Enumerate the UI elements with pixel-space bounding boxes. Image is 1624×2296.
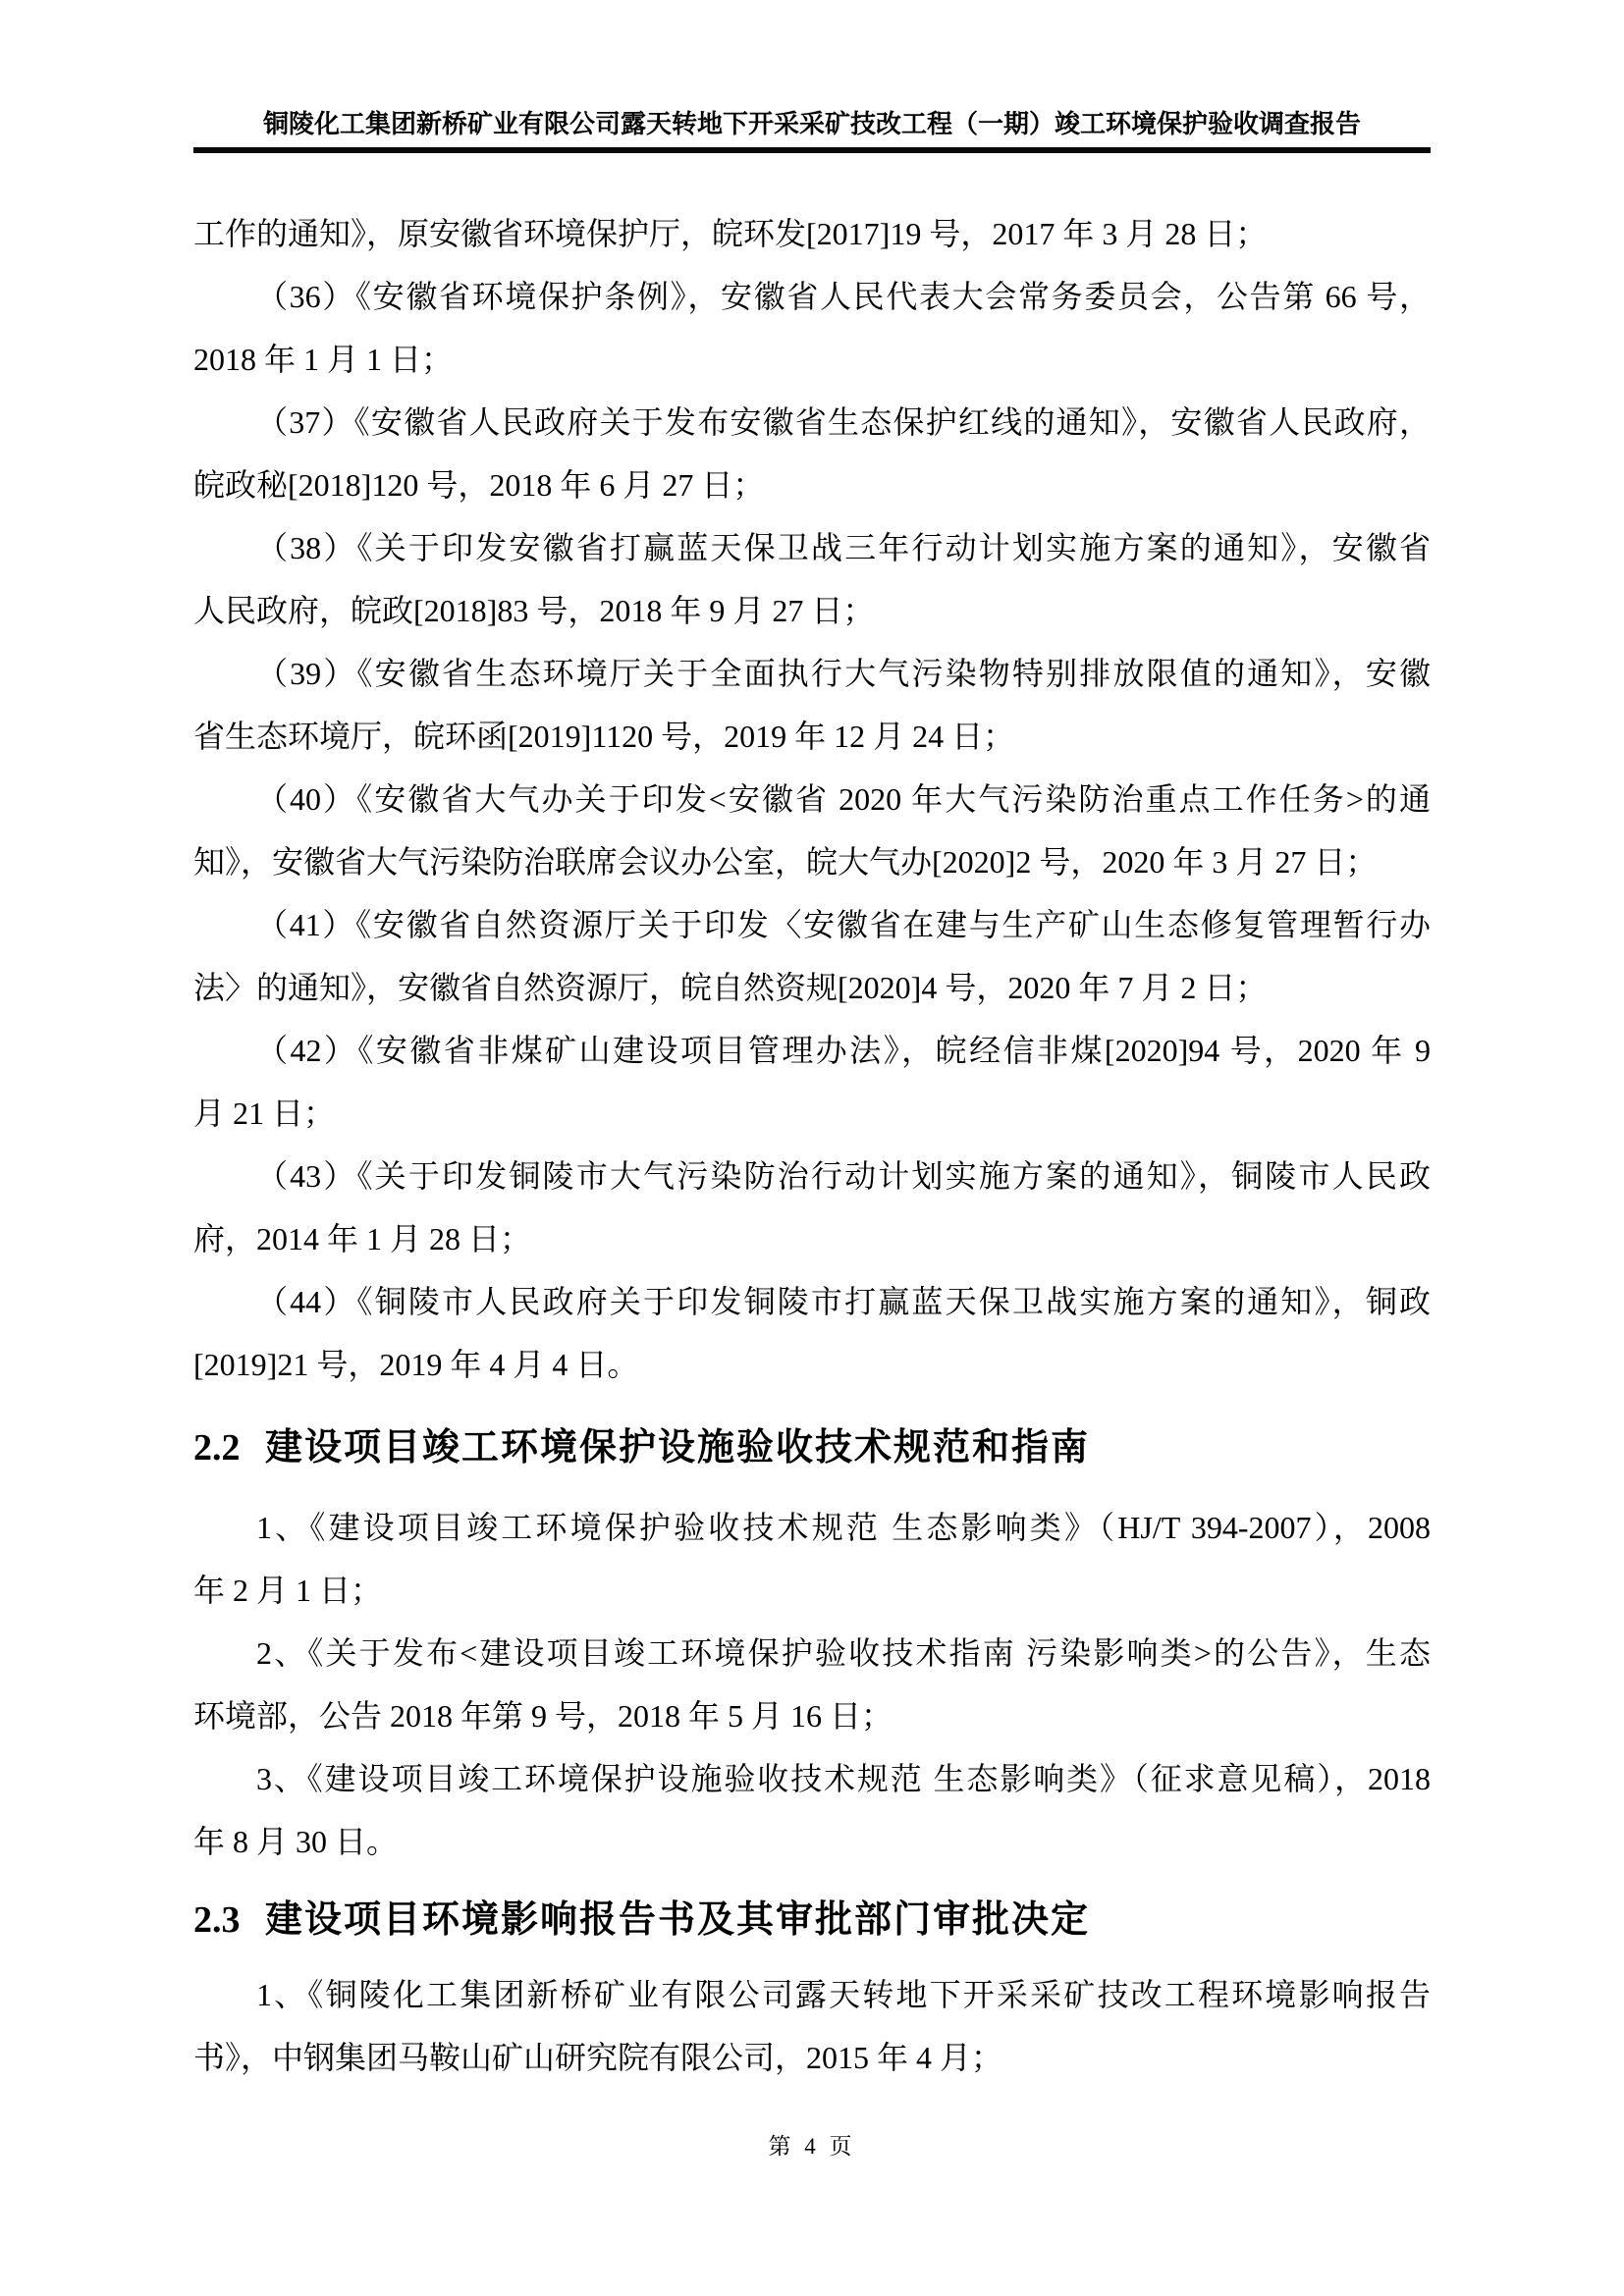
text-line: （38）《关于印发安徽省打赢蓝天保卫战三年行动计划实施方案的通知》，安徽省	[256, 530, 1431, 565]
text-line: 3、《建设项目竣工环境保护设施验收技术规范 生态影响类》（征求意见稿），2018	[256, 1761, 1431, 1796]
section-2-3-paragraphs	[193, 1963, 1431, 2089]
text-line: 年 2 月 1 日；	[193, 1573, 383, 1608]
section-2-2-paragraphs	[193, 1496, 1431, 1873]
text-line: 年 8 月 30 日。	[193, 1824, 399, 1859]
running-header	[193, 108, 1431, 153]
text-line: 环境部，公告 2018 年第 9 号，2018 年 5 月 16 日；	[193, 1698, 893, 1734]
text-line: （43）《关于印发铜陵市大气污染防治行动计划实施方案的通知》，铜陵市人民政	[256, 1158, 1431, 1194]
page-number	[0, 2132, 1624, 2162]
text-line: 2、《关于发布<建设项目竣工环境保护验收技术指南 污染影响类>的公告》，生态	[256, 1635, 1431, 1671]
running-header-title: 铜陵化工集团新桥矿业有限公司露天转地下开采采矿技改工程（一期）竣工环境保护验收调查报告	[262, 110, 1361, 138]
page-number-label: 第 4 页	[768, 2134, 856, 2159]
text-line: （40）《安徽省大气办关于印发<安徽省 2020 年大气污染防治重点工作任务>的通	[256, 781, 1431, 817]
text-line: 2018 年 1 月 1 日；	[193, 342, 454, 377]
section-heading-2-3	[193, 1891, 1431, 1949]
text-line: （44）《铜陵市人民政府关于印发铜陵市打赢蓝天保卫战实施方案的通知》，铜政	[256, 1284, 1431, 1319]
text-line: 1、《建设项目竣工环境保护验收技术规范 生态影响类》（HJ/T 394-2007），2008	[256, 1510, 1431, 1545]
text-line: [2019]21 号，2019 年 4 月 4 日。	[193, 1347, 639, 1382]
section-title: 建设项目环境影响报告书及其审批部门审批决定	[265, 1899, 1091, 1941]
text-line: 府，2014 年 1 月 28 日；	[193, 1221, 532, 1256]
section-heading-2-2	[193, 1418, 1431, 1477]
text-line: （37）《安徽省人民政府关于发布安徽省生态保护红线的通知》，安徽省人民政府，	[256, 404, 1431, 440]
text-line: 月 21 日；	[193, 1095, 336, 1131]
intro-paragraphs	[193, 202, 1431, 1396]
text-line: 人民政府，皖政[2018]83 号，2018 年 9 月 27 日；	[193, 593, 875, 628]
section-title: 建设项目竣工环境保护设施验收技术规范和指南	[265, 1427, 1091, 1468]
text-line: 工作的通知》，原安徽省环境保护厅，皖环发[2017]19 号，2017 年 3 月 28 日；	[193, 216, 1268, 251]
text-line: 省生态环境厅，皖环函[2019]1120 号，2019 年 12 月 24 日；	[193, 719, 1015, 754]
section-number: 2.3	[193, 1899, 241, 1941]
section-number: 2.2	[193, 1427, 241, 1468]
text-line: （41）《安徽省自然资源厅关于印发〈安徽省在建与生产矿山生态修复管理暂行办	[256, 907, 1431, 942]
text-line: 皖政秘[2018]120 号，2018 年 6 月 27 日；	[193, 467, 765, 503]
text-line: （36）《安徽省环境保护条例》，安徽省人民代表大会常务委员会，公告第 66 号，	[256, 279, 1431, 314]
text-line: （39）《安徽省生态环境厅关于全面执行大气污染物特别排放限值的通知》，安徽	[256, 656, 1431, 691]
text-line: 书》，中钢集团马鞍山矿山研究院有限公司，2015 年 4 月；	[193, 2040, 1003, 2075]
text-line: （42）《安徽省非煤矿山建设项目管理办法》，皖经信非煤[2020]94 号，2020 年 9	[256, 1033, 1431, 1068]
text-line: 知》，安徽省大气污染防治联席会议办公室，皖大气办[2020]2 号，2020 年 3 月 27 日；	[193, 844, 1378, 880]
text-line: 1、《铜陵化工集团新桥矿业有限公司露天转地下开采采矿技改工程环境影响报告	[256, 1977, 1431, 2012]
text-line: 法〉的通知》，安徽省自然资源厅，皖自然资规[2020]4 号，2020 年 7 月 2 日；	[193, 970, 1268, 1005]
